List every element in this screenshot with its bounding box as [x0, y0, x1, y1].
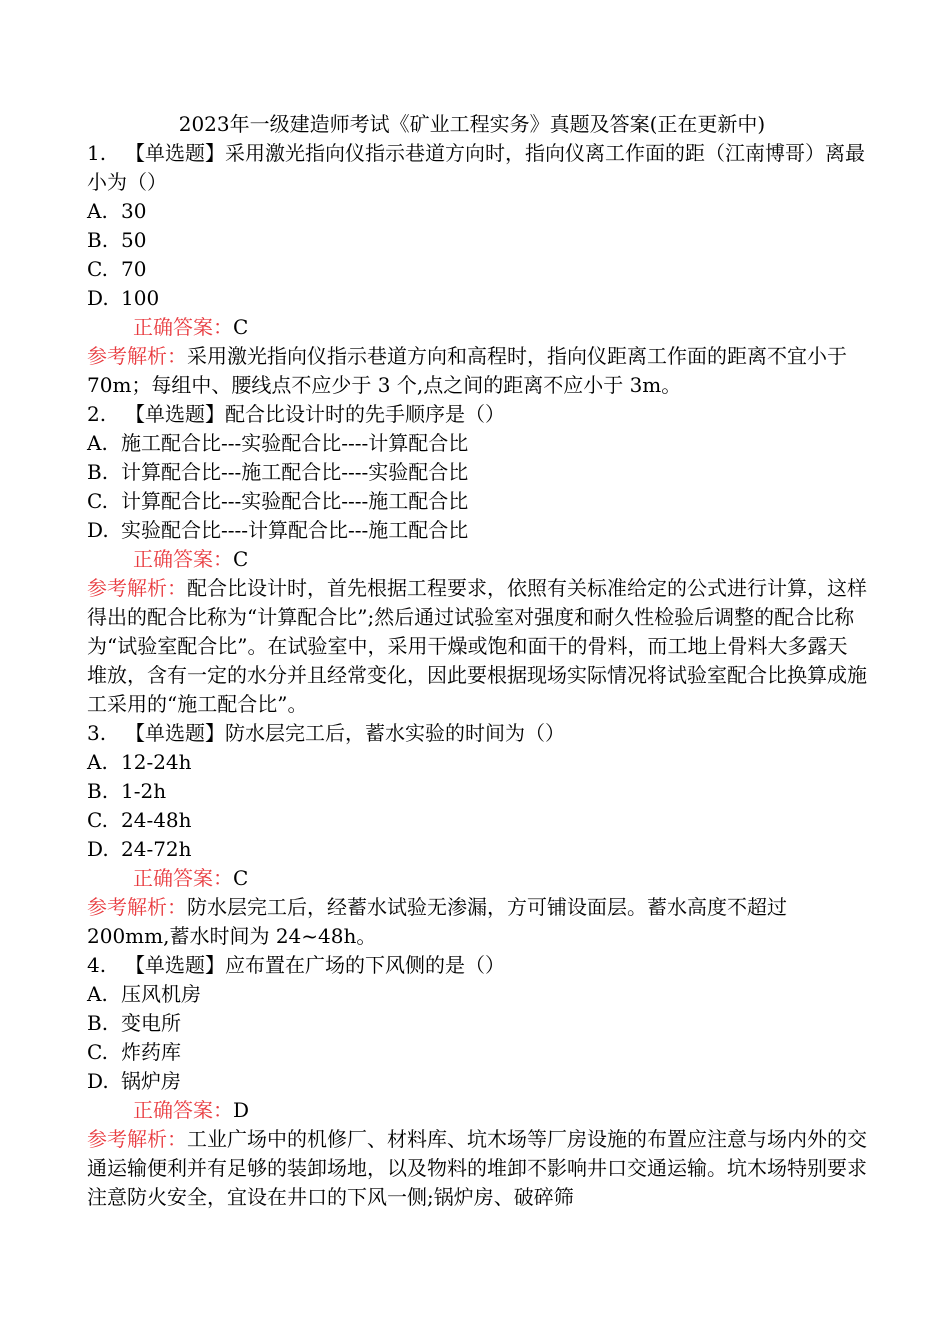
analysis-label: 参考解析：: [87, 344, 187, 368]
question-text: 【单选题】应布置在广场的下风侧的是（）: [125, 953, 505, 977]
option-c: C. 70: [87, 257, 147, 281]
option-c: C. 炸药库: [87, 1040, 181, 1064]
question-2: [87, 400, 867, 719]
question-text: 【单选题】采用激光指向仪指示巷道方向时，指向仪离工作面的距（江南博哥）离最小为（）: [87, 141, 865, 194]
option-d: D. 实验配合比----计算配合比---施工配合比: [87, 518, 469, 542]
correct-answer: [87, 864, 867, 893]
analysis: [87, 1125, 867, 1212]
question-stem: [87, 951, 867, 980]
option-b: B. 50: [87, 228, 147, 252]
question-stem: [87, 719, 867, 748]
answer-label: 正确答案：: [133, 315, 233, 339]
option-d: D. 锅炉房: [87, 1069, 181, 1093]
answer-label: 正确答案：: [133, 866, 233, 890]
option-a: A. 施工配合比---实验配合比----计算配合比: [87, 431, 469, 455]
analysis: [87, 893, 867, 951]
document-page: [87, 110, 867, 1212]
analysis: [87, 342, 867, 400]
option-c: C. 24-48h: [87, 808, 192, 832]
question-3: [87, 719, 867, 951]
correct-answer: [87, 545, 867, 574]
answer-label: 正确答案：: [133, 1098, 233, 1122]
analysis-text: 防水层完工后，经蓄水试验无渗漏，方可铺设面层。蓄水高度不超过 200mm,蓄水时间为 24~48h。: [87, 895, 787, 948]
analysis-label: 参考解析：: [87, 1127, 187, 1151]
analysis-text: 工业广场中的机修厂、材料库、坑木场等厂房设施的布置应注意与场内外的交通运输便利并有足够的装卸场地，以及物料的堆卸不影响井口交通运输。坑木场特别要求注意防火安全，宜设在井口的下风一侧;锅炉房、破碎筛: [87, 1127, 867, 1209]
question-number: 2.: [87, 402, 107, 426]
question-text: 【单选题】防水层完工后，蓄水实验的时间为（）: [125, 721, 565, 745]
question-stem: [87, 400, 867, 429]
question-stem: [87, 139, 867, 197]
option-c: C. 计算配合比---实验配合比----施工配合比: [87, 489, 469, 513]
answer-label: 正确答案：: [133, 547, 233, 571]
question-4: [87, 951, 867, 1212]
option-b: B. 计算配合比---施工配合比----实验配合比: [87, 460, 469, 484]
correct-answer: [87, 1096, 867, 1125]
analysis-label: 参考解析：: [87, 576, 187, 600]
question-number: 1.: [87, 141, 107, 165]
question-1: [87, 139, 867, 400]
analysis: [87, 574, 867, 719]
answer-value: C: [233, 866, 249, 890]
option-a: A. 12-24h: [87, 750, 192, 774]
analysis-label: 参考解析：: [87, 895, 187, 919]
answer-value: C: [233, 315, 249, 339]
option-a: A. 压风机房: [87, 982, 201, 1006]
option-b: B. 1-2h: [87, 779, 167, 803]
answer-value: D: [233, 1098, 250, 1122]
option-b: B. 变电所: [87, 1011, 181, 1035]
correct-answer: [87, 313, 867, 342]
analysis-text: 采用激光指向仪指示巷道方向和高程时，指向仪距离工作面的距离不宜小于 70m；每组中、腰线点不应少于 3 个,点之间的距离不应小于 3m。: [87, 344, 847, 397]
question-number: 4.: [87, 953, 107, 977]
option-d: D. 24-72h: [87, 837, 192, 861]
option-a: A. 30: [87, 199, 147, 223]
option-d: D. 100: [87, 286, 160, 310]
analysis-text: 配合比设计时，首先根据工程要求，依照有关标准给定的公式进行计算，这样得出的配合比称为“计算配合比”;然后通过试验室对强度和耐久性检验后调整的配合比称为“试验室配合比”。在试验室中，采用干燥或饱和面干的骨料，而工地上骨料大多露天堆放，含有一定的水分并且经常变化，因此要根据现场实际情况将试验室配合比换算成施工采用的“施工配合比”。: [87, 576, 867, 716]
question-text: 【单选题】配合比设计时的先手顺序是（）: [125, 402, 505, 426]
question-number: 3.: [87, 721, 107, 745]
answer-value: C: [233, 547, 249, 571]
document-title: 2023年一级建造师考试《矿业工程实务》真题及答案(正在更新中): [178, 112, 766, 136]
